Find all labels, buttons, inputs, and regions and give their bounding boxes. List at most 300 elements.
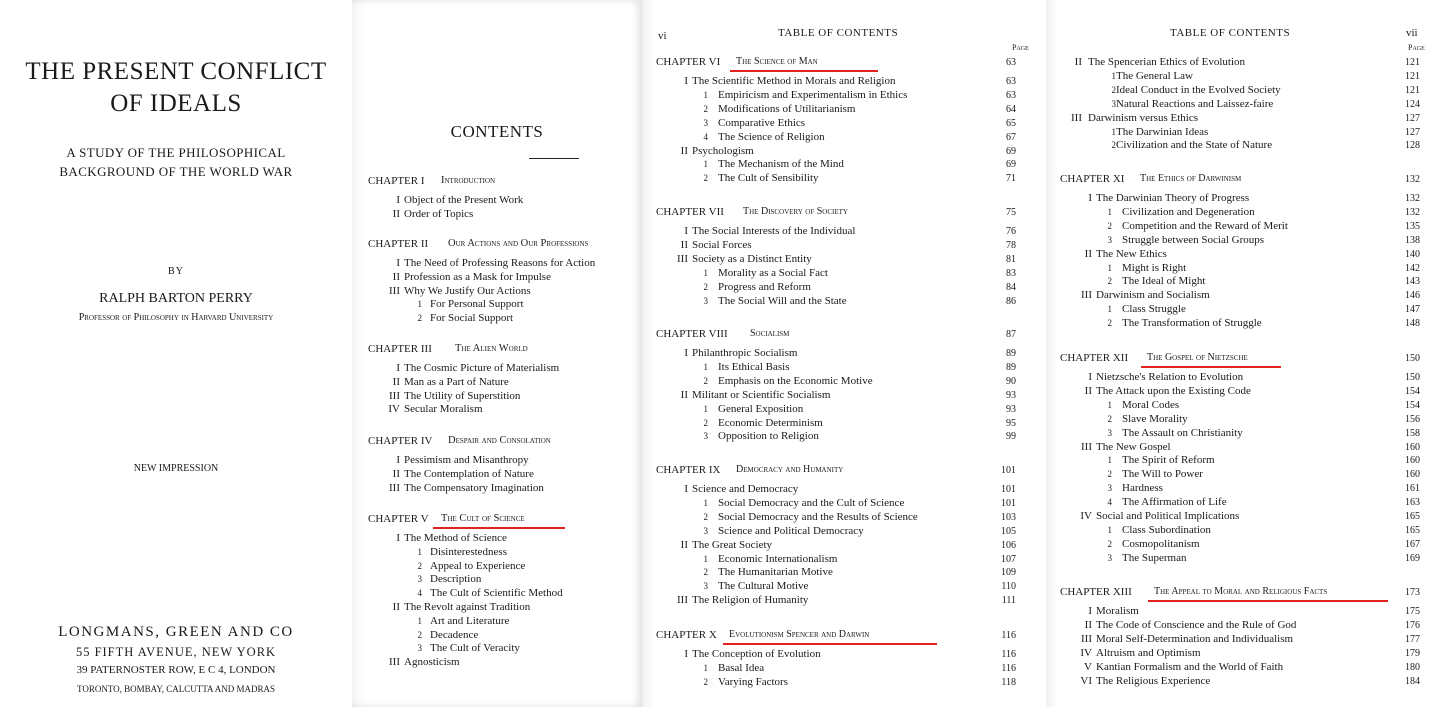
- chapter-title[interactable]: Democracy and Humanity: [736, 464, 844, 475]
- item-title[interactable]: The Ideal of Might: [1122, 275, 1206, 288]
- item-numeral: I: [684, 225, 688, 237]
- item-page: 81: [1006, 253, 1016, 265]
- author-name: RALPH BARTON PERRY: [99, 291, 253, 306]
- item-page: 101: [1001, 497, 1016, 509]
- item-title[interactable]: The General Law: [1116, 69, 1193, 82]
- item-title[interactable]: Slave Morality: [1122, 412, 1188, 425]
- item-numeral: I: [684, 75, 688, 87]
- item-title[interactable]: Social and Political Implications: [1096, 510, 1240, 522]
- item-title[interactable]: The Code of Conscience and the Rule of God: [1096, 618, 1297, 631]
- item-title[interactable]: Varying Factors: [718, 675, 788, 688]
- item-page: 121: [1405, 70, 1420, 82]
- item-page: 150: [1405, 372, 1420, 383]
- item-title[interactable]: Opposition to Religion: [718, 430, 819, 443]
- item-numeral: 1: [703, 89, 708, 100]
- item-page: 160: [1405, 441, 1420, 453]
- item-numeral: I: [1088, 371, 1092, 383]
- item-title[interactable]: Modifications of Utilitarianism: [718, 102, 856, 115]
- item-title[interactable]: The Need of Professing Reasons for Action: [404, 257, 596, 269]
- item-page: 116: [1001, 662, 1016, 674]
- item-title[interactable]: For Social Support: [430, 312, 514, 325]
- contents-page: [352, 0, 642, 707]
- item-numeral: II: [680, 238, 688, 251]
- item-title[interactable]: Altruism and Optimism: [1096, 646, 1201, 659]
- item-page: 121: [1405, 84, 1420, 96]
- item-title[interactable]: Progress and Reform: [718, 280, 811, 293]
- item-numeral: V: [1084, 660, 1092, 673]
- item-title[interactable]: The New Gospel: [1096, 440, 1171, 453]
- item-title[interactable]: Secular Moralism: [404, 403, 483, 416]
- item-title[interactable]: The Religious Experience: [1096, 674, 1211, 687]
- item-numeral: III: [389, 389, 400, 402]
- page-column-label: Page: [1408, 43, 1425, 52]
- item-numeral: II: [392, 207, 400, 220]
- item-title[interactable]: The Cultural Motive: [718, 580, 809, 593]
- item-page: 106: [1001, 539, 1016, 551]
- item-title[interactable]: The Social Will and the State: [718, 294, 847, 307]
- chapter-label: CHAPTER XII: [1060, 352, 1129, 364]
- page-number: vii: [1406, 27, 1418, 39]
- chapter-label: CHAPTER XI: [1060, 173, 1125, 185]
- item-numeral: III: [677, 252, 688, 265]
- item-title[interactable]: Order of Topics: [404, 207, 474, 220]
- underline: [730, 70, 878, 72]
- item-page: 110: [1001, 581, 1016, 593]
- item-title[interactable]: Kantian Formalism and the World of Faith: [1096, 660, 1284, 673]
- item-numeral: III: [389, 284, 400, 297]
- item-title[interactable]: Economic Internationalism: [718, 552, 838, 565]
- chapter-title[interactable]: The Appeal to Moral and Religious Facts: [1154, 586, 1328, 597]
- item-numeral: 2: [703, 567, 708, 578]
- item-numeral: 1: [1111, 126, 1116, 137]
- item-title[interactable]: The Superman: [1122, 551, 1187, 564]
- chapter-title[interactable]: Our Actions and Our Professions: [448, 238, 589, 249]
- item-page: 169: [1405, 552, 1420, 564]
- item-page: 93: [1006, 389, 1016, 401]
- chapter-title[interactable]: The Gospel of Nietzsche: [1147, 352, 1248, 363]
- item-numeral: 1: [1107, 455, 1112, 466]
- item-numeral: II: [392, 375, 400, 388]
- item-page: 95: [1006, 417, 1016, 429]
- item-title[interactable]: The Great Society: [692, 538, 773, 551]
- item-numeral: 3: [1111, 98, 1116, 109]
- chapter-title[interactable]: Introduction: [441, 175, 496, 186]
- item-title[interactable]: The Scientific Method in Morals and Religion: [692, 75, 896, 87]
- item-page: 177: [1405, 633, 1420, 645]
- chapter-page: 87: [1006, 329, 1016, 340]
- chapter-page: 101: [1001, 465, 1016, 476]
- by-line: BY: [168, 266, 184, 277]
- item-numeral: 3: [1107, 427, 1112, 438]
- item-numeral: 1: [1107, 524, 1112, 535]
- item-title[interactable]: Philanthropic Socialism: [692, 347, 798, 359]
- item-title[interactable]: The Assault on Christianity: [1122, 426, 1243, 439]
- item-page: 121: [1405, 57, 1420, 68]
- chapter-label: CHAPTER V: [368, 513, 429, 525]
- chapter-title[interactable]: Despair and Consolation: [448, 435, 551, 446]
- item-title[interactable]: Moral Codes: [1122, 398, 1180, 411]
- item-page: 63: [1006, 89, 1016, 101]
- item-title[interactable]: Art and Literature: [430, 614, 510, 627]
- item-numeral: 3: [1107, 552, 1112, 563]
- item-numeral: 2: [703, 375, 708, 386]
- item-title[interactable]: Object of the Present Work: [404, 194, 524, 206]
- item-title[interactable]: Decadence: [430, 628, 479, 641]
- item-numeral: 3: [703, 581, 708, 592]
- chapter-label: CHAPTER I: [368, 175, 425, 187]
- item-numeral: 1: [417, 299, 422, 310]
- item-numeral: II: [392, 270, 400, 283]
- item-title[interactable]: The Social Interests of the Individual: [692, 225, 856, 237]
- underline: [433, 527, 565, 529]
- item-title[interactable]: The Mechanism of the Mind: [718, 158, 844, 171]
- item-page: 63: [1006, 76, 1016, 87]
- item-title[interactable]: For Personal Support: [430, 298, 524, 311]
- publisher-address-2: 39 PATERNOSTER ROW, E C 4, LONDON: [76, 664, 276, 676]
- item-numeral: 3: [703, 431, 708, 442]
- item-title[interactable]: Darwinism versus Ethics: [1088, 111, 1198, 124]
- item-numeral: 2: [1107, 538, 1112, 549]
- item-title[interactable]: Militant or Scientific Socialism: [692, 388, 831, 401]
- item-numeral: III: [1081, 632, 1092, 645]
- item-numeral: I: [1088, 605, 1092, 617]
- book-title-line1: THE PRESENT CONFLICT: [25, 58, 327, 85]
- chapter-title[interactable]: Evolutionism Spencer and Darwin: [729, 629, 870, 640]
- item-numeral: II: [1084, 384, 1092, 397]
- page-number: vi: [658, 30, 667, 42]
- chapter-page: 150: [1405, 353, 1420, 364]
- item-page: 64: [1006, 103, 1016, 115]
- impression-note: NEW IMPRESSION: [133, 463, 219, 474]
- item-numeral: 2: [1107, 318, 1112, 329]
- publisher-address-1: 55 FIFTH AVENUE, NEW YORK: [75, 645, 277, 659]
- item-numeral: 2: [703, 676, 708, 687]
- item-numeral: 2: [417, 313, 422, 324]
- chapter-label: CHAPTER XIII: [1060, 586, 1132, 598]
- item-page: 78: [1006, 239, 1016, 251]
- item-title[interactable]: The Compensatory Imagination: [404, 481, 544, 494]
- item-numeral: IV: [1080, 510, 1092, 522]
- title-page: [0, 0, 352, 707]
- item-numeral: 2: [703, 417, 708, 428]
- item-numeral: IV: [1080, 646, 1092, 659]
- item-page: 179: [1405, 647, 1420, 659]
- item-page: 86: [1006, 295, 1016, 307]
- item-page: 161: [1405, 483, 1420, 495]
- item-numeral: III: [1081, 289, 1092, 302]
- item-numeral: 1: [1107, 304, 1112, 315]
- item-title[interactable]: Disinterestedness: [430, 545, 507, 558]
- item-numeral: II: [680, 388, 688, 401]
- item-page: 184: [1405, 675, 1420, 687]
- item-numeral: III: [389, 656, 400, 669]
- item-numeral: 2: [703, 173, 708, 184]
- item-numeral: II: [1084, 247, 1092, 260]
- item-numeral: 1: [703, 267, 708, 278]
- item-title[interactable]: Might is Right: [1122, 261, 1187, 274]
- item-title[interactable]: The Affirmation of Life: [1122, 496, 1227, 509]
- item-page: 76: [1006, 226, 1016, 237]
- running-head: TABLE OF CONTENTS: [1170, 27, 1291, 39]
- item-title[interactable]: Empiricism and Experimentalism in Ethics: [718, 88, 908, 101]
- item-title[interactable]: Natural Reactions and Laissez-faire: [1116, 97, 1274, 110]
- item-page: 109: [1001, 567, 1016, 579]
- item-page: 89: [1006, 361, 1016, 373]
- item-numeral: 1: [703, 361, 708, 372]
- item-numeral: 1: [703, 159, 708, 170]
- item-page: 127: [1405, 126, 1420, 138]
- item-numeral: I: [396, 257, 400, 269]
- item-page: 148: [1405, 318, 1420, 330]
- item-page: 158: [1405, 427, 1420, 439]
- item-numeral: 1: [417, 546, 422, 557]
- book-title-line2: OF IDEALS: [110, 90, 242, 117]
- contents-heading: CONTENTS: [450, 122, 544, 141]
- item-title[interactable]: Cosmopolitanism: [1122, 537, 1200, 550]
- item-title[interactable]: Moralism: [1096, 605, 1139, 617]
- item-title[interactable]: Science and Democracy: [692, 483, 799, 495]
- item-title[interactable]: The Darwinian Theory of Progress: [1096, 192, 1250, 204]
- chapter-title[interactable]: The Science of Man: [736, 56, 818, 67]
- item-page: 138: [1405, 234, 1420, 246]
- item-title[interactable]: Class Subordination: [1122, 523, 1211, 536]
- item-title[interactable]: Basal Idea: [718, 661, 765, 674]
- item-numeral: 3: [703, 295, 708, 306]
- item-title[interactable]: The Cult of Veracity: [430, 642, 520, 655]
- item-numeral: 4: [703, 131, 708, 142]
- item-page: 132: [1405, 206, 1420, 218]
- subtitle-line2: BACKGROUND OF THE WORLD WAR: [59, 164, 293, 179]
- item-title[interactable]: General Exposition: [718, 402, 804, 415]
- item-page: 116: [1001, 649, 1016, 660]
- chapter-label: CHAPTER IX: [656, 464, 721, 476]
- item-title[interactable]: The Humanitarian Motive: [718, 566, 833, 579]
- item-page: 160: [1405, 469, 1420, 481]
- item-numeral: II: [1074, 56, 1082, 68]
- item-numeral: 2: [1111, 140, 1116, 151]
- item-title[interactable]: The Spencerian Ethics of Evolution: [1088, 56, 1246, 68]
- item-numeral: III: [1071, 111, 1082, 124]
- page-column-label: Page: [1012, 43, 1029, 52]
- item-title[interactable]: Profession as a Mask for Impulse: [404, 270, 551, 283]
- chapter-label: CHAPTER X: [656, 629, 717, 641]
- chapter-title[interactable]: The Discovery of Society: [743, 206, 848, 217]
- chapter-title[interactable]: The Alien World: [455, 343, 528, 354]
- item-numeral: 2: [1111, 84, 1116, 95]
- item-page: 140: [1405, 248, 1420, 260]
- item-title[interactable]: Darwinism and Socialism: [1096, 289, 1210, 302]
- underline: [1148, 600, 1388, 602]
- item-numeral: I: [684, 347, 688, 359]
- item-title[interactable]: Hardness: [1122, 482, 1163, 495]
- item-page: 69: [1006, 159, 1016, 171]
- item-title[interactable]: Why We Justify Our Actions: [404, 284, 531, 297]
- item-numeral: I: [396, 532, 400, 544]
- item-numeral: III: [389, 481, 400, 494]
- item-page: 84: [1006, 281, 1016, 293]
- chapter-label: CHAPTER VIII: [656, 328, 728, 340]
- chapter-title[interactable]: The Cult of Science: [441, 513, 525, 524]
- item-numeral: III: [1081, 440, 1092, 453]
- item-title[interactable]: Competition and the Reward of Merit: [1122, 219, 1288, 232]
- item-title[interactable]: Social Democracy and the Cult of Science: [718, 496, 905, 509]
- contents-rule: [529, 158, 579, 159]
- chapter-page: 116: [1001, 630, 1016, 641]
- item-page: 65: [1006, 117, 1016, 129]
- item-page: 107: [1001, 553, 1016, 565]
- item-title[interactable]: Economic Determinism: [718, 416, 823, 429]
- item-page: 128: [1405, 140, 1420, 152]
- item-numeral: II: [680, 538, 688, 551]
- item-title[interactable]: The Religion of Humanity: [692, 594, 809, 607]
- item-title[interactable]: Agnosticism: [404, 656, 460, 669]
- item-numeral: VI: [1080, 674, 1092, 687]
- item-numeral: 3: [1107, 483, 1112, 494]
- item-numeral: 2: [703, 511, 708, 522]
- publisher-address-3: TORONTO, BOMBAY, CALCUTTA AND MADRAS: [77, 684, 275, 694]
- chapter-page: 75: [1006, 207, 1016, 218]
- item-numeral: II: [392, 467, 400, 480]
- item-title[interactable]: Emphasis on the Economic Motive: [718, 374, 873, 387]
- item-title[interactable]: The Method of Science: [404, 532, 507, 544]
- item-numeral: I: [396, 454, 400, 466]
- running-head: TABLE OF CONTENTS: [778, 27, 899, 39]
- item-numeral: II: [392, 601, 400, 613]
- item-numeral: II: [680, 144, 688, 157]
- item-page: 156: [1405, 413, 1420, 425]
- item-page: 99: [1006, 431, 1016, 443]
- item-numeral: IV: [388, 403, 400, 416]
- chapter-label: CHAPTER VII: [656, 206, 724, 218]
- item-title[interactable]: The Darwinian Ideas: [1116, 125, 1209, 138]
- item-page: 124: [1405, 98, 1420, 110]
- subtitle-line1: A STUDY OF THE PHILOSOPHICAL: [66, 145, 286, 160]
- item-title[interactable]: Man as a Part of Nature: [404, 375, 509, 388]
- chapter-title[interactable]: The Ethics of Darwinism: [1140, 173, 1242, 184]
- item-title[interactable]: Civilization and Degeneration: [1122, 205, 1255, 218]
- item-page: 180: [1405, 661, 1420, 673]
- item-title[interactable]: Description: [430, 573, 482, 586]
- item-numeral: 3: [1107, 234, 1112, 245]
- item-numeral: 3: [417, 643, 422, 654]
- item-page: 147: [1405, 304, 1420, 316]
- item-title[interactable]: The Spirit of Reform: [1122, 454, 1215, 467]
- item-title[interactable]: Morality as a Social Fact: [718, 266, 828, 279]
- item-title[interactable]: Class Struggle: [1122, 303, 1186, 316]
- underline: [723, 643, 937, 645]
- item-numeral: 3: [417, 574, 422, 585]
- item-numeral: 2: [1107, 220, 1112, 231]
- item-title[interactable]: Society as a Distinct Entity: [692, 252, 812, 265]
- item-numeral: II: [1084, 618, 1092, 631]
- item-page: 90: [1006, 375, 1016, 387]
- toc-page-vii: [1046, 0, 1456, 707]
- item-page: 118: [1001, 676, 1016, 688]
- item-title[interactable]: The Attack upon the Existing Code: [1096, 384, 1251, 397]
- item-title[interactable]: The Contemplation of Nature: [404, 467, 534, 480]
- item-title[interactable]: Social Democracy and the Results of Science: [718, 510, 918, 523]
- item-title[interactable]: Ideal Conduct in the Evolved Society: [1116, 83, 1281, 96]
- item-title[interactable]: Science and Political Democracy: [718, 524, 864, 537]
- item-title[interactable]: The Revolt against Tradition: [404, 601, 531, 613]
- item-title[interactable]: Nietzsche's Relation to Evolution: [1096, 371, 1244, 383]
- item-numeral: 4: [417, 588, 422, 599]
- item-page: 101: [1001, 484, 1016, 495]
- item-page: 111: [1001, 595, 1016, 607]
- item-numeral: 3: [703, 117, 708, 128]
- item-page: 71: [1006, 173, 1016, 185]
- item-numeral: III: [677, 594, 688, 607]
- item-title[interactable]: Social Forces: [692, 238, 752, 251]
- item-numeral: 1: [703, 403, 708, 414]
- item-title[interactable]: The Will to Power: [1122, 468, 1203, 481]
- item-numeral: I: [684, 648, 688, 660]
- item-numeral: 2: [703, 281, 708, 292]
- item-numeral: 1: [703, 662, 708, 673]
- item-title[interactable]: Struggle between Social Groups: [1122, 233, 1265, 246]
- item-title[interactable]: The Cult of Sensibility: [718, 172, 819, 185]
- item-title[interactable]: Civilization and the State of Nature: [1116, 139, 1273, 152]
- item-numeral: 2: [417, 629, 422, 640]
- item-title[interactable]: Appeal to Experience: [430, 559, 526, 572]
- item-numeral: 2: [1107, 276, 1112, 287]
- item-page: 135: [1405, 220, 1420, 232]
- item-page: 83: [1006, 267, 1016, 279]
- item-title[interactable]: Comparative Ethics: [718, 116, 806, 129]
- item-numeral: 2: [417, 560, 422, 571]
- item-page: 154: [1405, 385, 1420, 397]
- chapter-label: CHAPTER VI: [656, 56, 721, 68]
- item-page: 69: [1006, 145, 1016, 157]
- author-title: Professor of Philosophy in Harvard University: [78, 312, 274, 323]
- chapter-title[interactable]: Socialism: [750, 328, 790, 339]
- item-page: 154: [1405, 399, 1420, 411]
- item-page: 105: [1001, 525, 1016, 537]
- item-title[interactable]: The New Ethics: [1096, 247, 1167, 260]
- underline: [1141, 366, 1281, 368]
- toc-page-vi: [642, 0, 1046, 707]
- item-page: 103: [1001, 511, 1016, 523]
- item-title[interactable]: The Cult of Scientific Method: [430, 587, 563, 600]
- item-page: 175: [1405, 606, 1420, 617]
- item-numeral: I: [396, 194, 400, 206]
- item-title[interactable]: The Conception of Evolution: [692, 648, 821, 660]
- item-title[interactable]: The Science of Religion: [718, 130, 825, 143]
- item-title[interactable]: Psychologism: [692, 144, 754, 157]
- chapter-page: 173: [1405, 587, 1420, 598]
- item-title[interactable]: Its Ethical Basis: [718, 360, 790, 373]
- item-title[interactable]: The Utility of Superstition: [404, 389, 521, 402]
- item-numeral: 1: [703, 553, 708, 564]
- item-title[interactable]: Pessimism and Misanthropy: [404, 454, 529, 466]
- item-numeral: 2: [703, 103, 708, 114]
- item-numeral: 1: [1107, 262, 1112, 273]
- item-page: 143: [1405, 276, 1420, 288]
- item-title[interactable]: The Transformation of Struggle: [1122, 317, 1262, 330]
- item-page: 163: [1405, 497, 1420, 509]
- publisher-name: LONGMANS, GREEN AND CO: [58, 624, 294, 640]
- item-page: 67: [1006, 131, 1016, 143]
- item-title[interactable]: The Cosmic Picture of Materialism: [404, 362, 560, 374]
- item-page: 89: [1006, 348, 1016, 359]
- item-page: 167: [1405, 538, 1420, 550]
- item-title[interactable]: Moral Self-Determination and Individualism: [1096, 632, 1294, 645]
- chapter-page: 132: [1405, 174, 1420, 185]
- item-numeral: I: [396, 362, 400, 374]
- item-numeral: 1: [1107, 399, 1112, 410]
- item-page: 127: [1405, 112, 1420, 124]
- item-page: 165: [1405, 511, 1420, 522]
